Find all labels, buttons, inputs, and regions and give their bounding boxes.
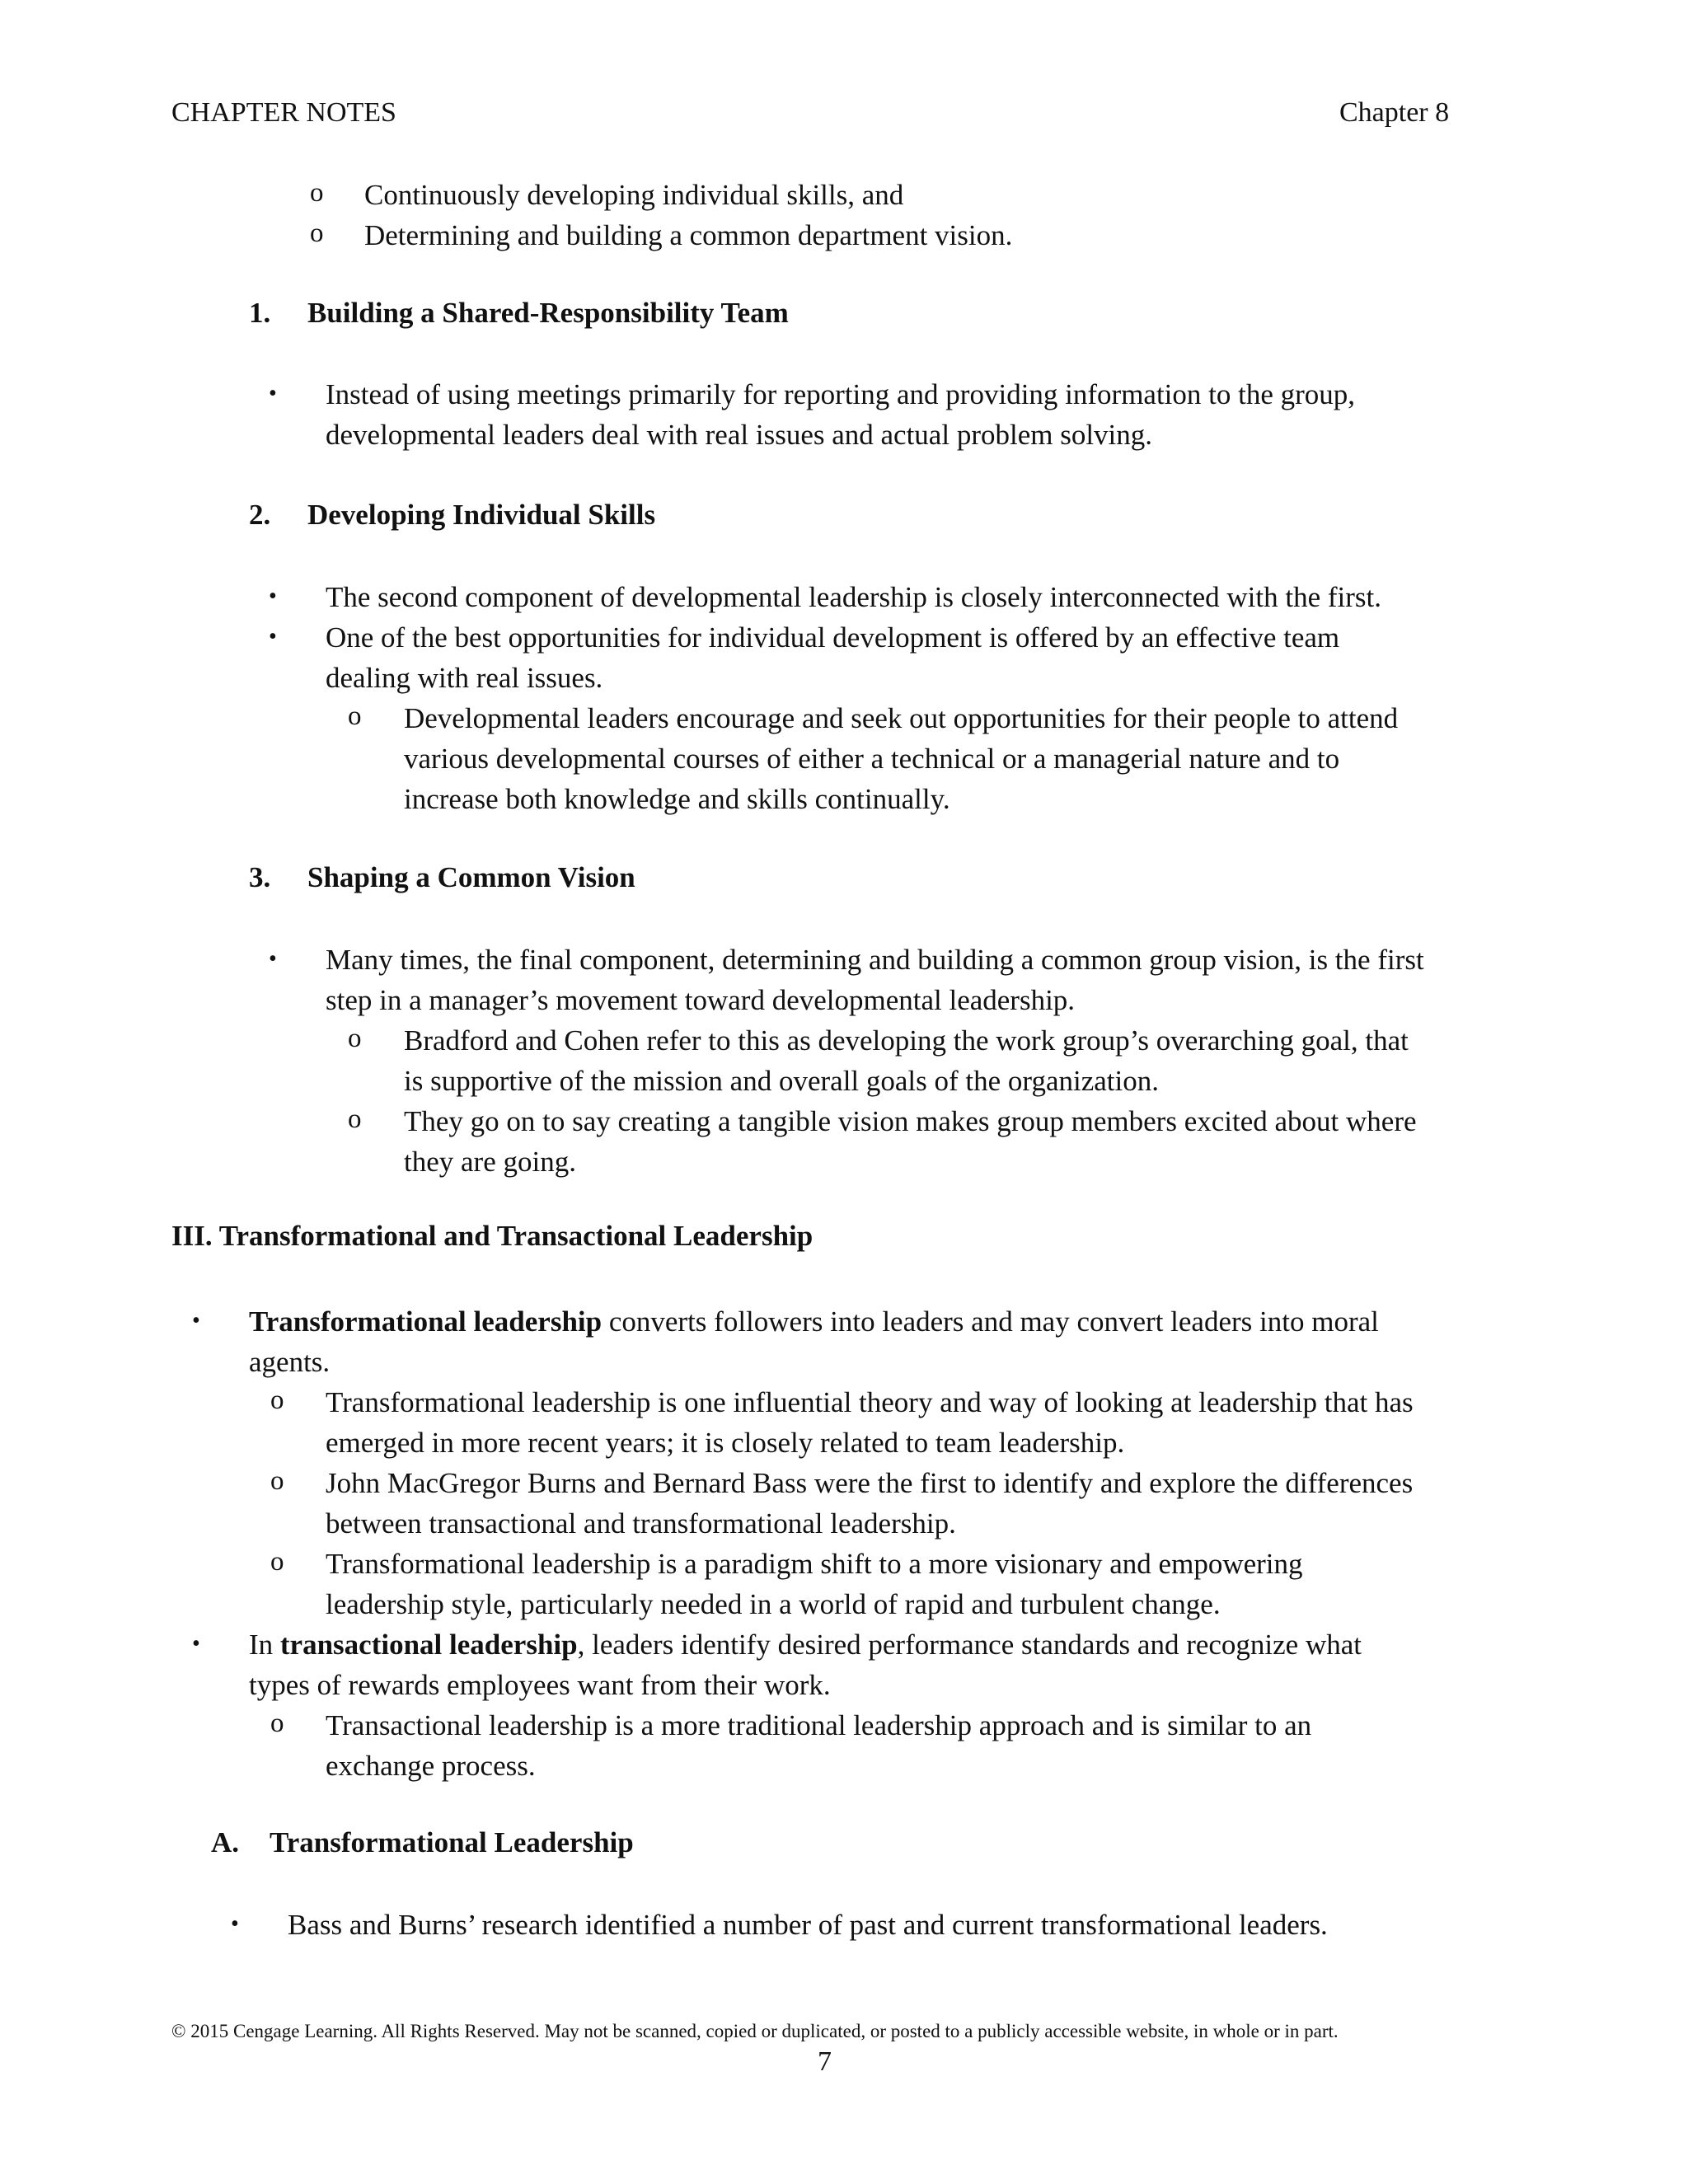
paragraph-line: step in a manager’s movement toward developmental leadership. (326, 984, 1076, 1016)
paragraph-line: They go on to say creating a tangible vision makes group members excited about where (404, 1105, 1417, 1137)
section-heading: Developing Individual Skills (307, 499, 656, 531)
sub-bullet-marker: o (310, 218, 324, 248)
intro-item: Continuously developing individual skills, and (364, 179, 904, 211)
paragraph-line: emerged in more recent years; it is closely related to team leadership. (326, 1427, 1125, 1459)
paragraph-line: agents. (249, 1346, 331, 1378)
bullet-marker: • (231, 1911, 239, 1937)
paragraph-line: leadership style, particularly needed in a world of rapid and turbulent change. (326, 1588, 1221, 1620)
paragraph-line: The second component of developmental leadership is closely interconnected with the first. (326, 581, 1381, 613)
sub-bullet-marker: o (270, 1466, 284, 1496)
paragraph-line: between transactional and transformational leadership. (326, 1507, 956, 1540)
paragraph-line: is supportive of the mission and overall goals of the organization. (404, 1065, 1159, 1097)
header-right: Chapter 8 (1339, 97, 1450, 128)
sub-bullet-marker: o (270, 1708, 284, 1738)
paragraph-line: various developmental courses of either a technical or a managerial nature and to (404, 743, 1340, 775)
paragraph-line: Transformational leadership is a paradigm shift to a more visionary and empowering (326, 1548, 1303, 1580)
intro-item: Determining and building a common department vision. (364, 219, 1013, 251)
sub-bullet-marker: o (270, 1547, 284, 1577)
text-run: converts followers into leaders and may convert leaders into moral (602, 1305, 1379, 1338)
header-left: CHAPTER NOTES (171, 97, 396, 128)
paragraph-line: John MacGregor Burns and Bernard Bass were the first to identify and explore the differences (326, 1467, 1414, 1499)
paragraph-line (249, 1624, 1362, 1665)
subsection-letter: A. (211, 1826, 240, 1858)
paragraph-line: Bass and Burns’ research identified a number of past and current transformational leaders. (288, 1909, 1328, 1941)
paragraph-line: Many times, the final component, determining and building a common group vision, is the first (326, 944, 1424, 976)
section-number: 3. (249, 861, 271, 893)
paragraph-line: Developmental leaders encourage and seek out opportunities for their people to attend (404, 702, 1399, 734)
bullet-marker: • (269, 624, 277, 649)
paragraph-line: exchange process. (326, 1750, 536, 1782)
sub-bullet-marker: o (348, 1024, 362, 1053)
paragraph-line: Transactional leadership is a more traditional leadership approach and is similar to an (326, 1709, 1312, 1741)
paragraph-line: Bradford and Cohen refer to this as developing the work group’s overarching goal, that (404, 1024, 1409, 1057)
page-number: 7 (818, 2046, 832, 2077)
section-number: 2. (249, 499, 271, 531)
paragraph-line: increase both knowledge and skills continually. (404, 783, 950, 815)
text-run: In (249, 1629, 280, 1661)
paragraph-line: One of the best opportunities for individual development is offered by an effective team (326, 621, 1340, 654)
text-run: , leaders identify desired performance standards and recognize what (577, 1629, 1362, 1661)
bullet-marker: • (269, 381, 277, 406)
paragraph-line: dealing with real issues. (326, 662, 603, 694)
section-heading: Shaping a Common Vision (307, 861, 635, 893)
term-transactional-leadership: transactional leadership (279, 1629, 578, 1661)
paragraph-line (249, 1301, 1379, 1342)
subsection-heading: Transformational Leadership (270, 1826, 634, 1858)
sub-bullet-marker: o (310, 178, 324, 208)
paragraph-line: they are going. (404, 1146, 576, 1178)
section-heading: III. Transformational and Transactional Leadership (171, 1220, 814, 1252)
term-transformational-leadership: Transformational leadership (249, 1305, 603, 1338)
bullet-marker: • (269, 583, 277, 609)
sub-bullet-marker: o (348, 1104, 362, 1134)
sub-bullet-marker: o (270, 1385, 284, 1415)
section-heading: Building a Shared-Responsibility Team (307, 297, 789, 329)
section-number: 1. (249, 297, 271, 329)
bullet-marker: • (192, 1308, 200, 1333)
paragraph-line: Instead of using meetings primarily for reporting and providing information to the group, (326, 378, 1356, 410)
paragraph-line: types of rewards employees want from their work. (249, 1669, 831, 1701)
paragraph-line: Transformational leadership is one influential theory and way of looking at leadership that has (326, 1386, 1414, 1418)
bullet-marker: • (269, 946, 277, 972)
copyright-notice: © 2015 Cengage Learning. All Rights Reserved. May not be scanned, copied or duplicated, or posted to a publicly accessible website, in whole or in part. (171, 2021, 1339, 2041)
bullet-marker: • (192, 1631, 200, 1657)
sub-bullet-marker: o (348, 701, 362, 731)
paragraph-line: developmental leaders deal with real issues and actual problem solving. (326, 419, 1153, 451)
